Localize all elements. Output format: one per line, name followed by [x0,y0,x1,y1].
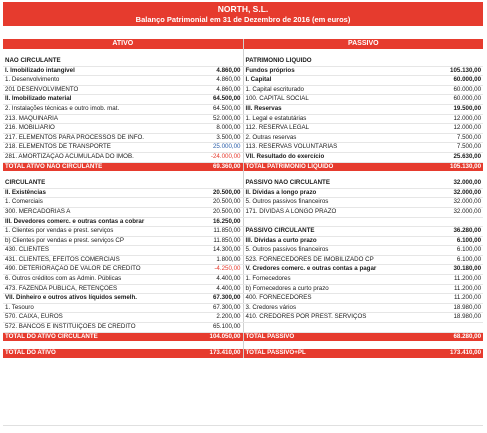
table-row [3,104,483,114]
liability-value: 12.000,00 [430,124,483,134]
total-row [3,332,483,341]
asset-value: 2.200,00 [190,313,243,323]
table-row [3,207,483,217]
liability-value [430,49,483,57]
asset-value: 64.500,00 [190,104,243,114]
liability-value: 36.280,00 [430,227,483,237]
table-row [3,133,483,143]
liability-value: 60.000,00 [430,95,483,105]
liability-value: 6.100,00 [430,255,483,265]
table-row [3,198,483,208]
liability-label [243,341,430,349]
liability-label: 5. Outros passivos financeiros [243,198,430,208]
table-row [3,152,483,162]
liability-label: b) Fornecedores a curto prazo [243,284,430,294]
asset-value: 67.300,00 [190,294,243,304]
table-row [3,313,483,323]
report-subtitle: Balanço Patrimonial em 31 de Dezembro de 2016 (em euros) [135,15,351,24]
asset-label: TOTAL DO ATIVO [3,349,190,358]
asset-label: III. Devedores comerc. e outras contas a cobrar [3,217,190,227]
table-row [3,124,483,134]
liability-label: 171. DÍVIDAS A LONGO PRAZO [243,207,430,217]
liability-value [430,57,483,66]
asset-value: 104.050,00 [190,332,243,341]
table-row [3,76,483,86]
asset-label [3,171,190,179]
liability-value: 173.410,00 [430,349,483,358]
asset-label: II. Existências [3,188,190,198]
liability-value: 60.000,00 [430,76,483,86]
company-name: NORTH, S.L. [217,4,269,14]
liability-label: 1. Fornecedores [243,275,430,285]
asset-label: 6. Outros créditos com as Admin. Públicas [3,275,190,285]
table-row [3,236,483,246]
asset-label: 1. Tesouro [3,303,190,313]
liability-label: II. Dívidas a longo prazo [243,188,430,198]
asset-label: 218. ELEMENTOS DE TRANSPORTE [3,143,190,153]
asset-label: 490. DETERIORAÇÃO DE VALOR DE CRÉDITO [3,265,190,275]
asset-value: 3.500,00 [190,133,243,143]
liability-label: 400. FORNECEDORES [243,294,430,304]
asset-value: -24.000,00 [190,152,243,162]
asset-value [190,341,243,349]
liability-label [243,49,430,57]
asset-label: 216. MOBILIÁRIO [3,124,190,134]
asset-label: TOTAL DO ATIVO CIRCULANTE [3,332,190,341]
liability-value: 105.130,00 [430,66,483,76]
liability-value: 32.000,00 [430,179,483,188]
asset-value: -4.250,00 [190,265,243,275]
liability-value: 7.500,00 [430,133,483,143]
asset-value: 4.400,00 [190,284,243,294]
asset-value: 20.500,00 [190,198,243,208]
asset-label: b) Clientes por vendas e prest. serviços CP [3,236,190,246]
asset-label: 1. Comerciais [3,198,190,208]
table-row [3,303,483,313]
asset-value: 52.000,00 [190,114,243,124]
asset-label: 1. Desenvolvimento [3,76,190,86]
asset-value: 16.250,00 [190,217,243,227]
asset-label: TOTAL ATIVO NÃO CIRCULANTE [3,162,190,171]
assets-header: ATIVO [3,39,243,49]
liability-label [243,217,430,227]
liability-value: 12.000,00 [430,114,483,124]
liability-value: 18.980,00 [430,313,483,323]
asset-value: 1.800,00 [190,255,243,265]
asset-value: 20.500,00 [190,188,243,198]
liability-value: 18.980,00 [430,303,483,313]
liabilities-header: PASSIVO [243,39,483,49]
table-row [3,341,483,349]
table-row [3,246,483,256]
table-row [3,255,483,265]
liability-label: PATRIMÓNIO LÍQUIDO [243,57,430,66]
liability-value: 60.000,00 [430,85,483,95]
liability-value: 32.000,00 [430,198,483,208]
liability-label: 5. Outros passivos financeiros [243,246,430,256]
liability-label: 113. RESERVAS VOLUNTÁRIAS [243,143,430,153]
asset-label: 2. Instalações técnicas e outro imob. mat. [3,104,190,114]
asset-value: 4.860,00 [190,66,243,76]
asset-value [190,171,243,179]
liability-value [430,341,483,349]
asset-value [190,179,243,188]
liability-label: 112. RESERVA LEGAL [243,124,430,134]
table-row [3,171,483,179]
liability-label: TOTAL PATRIMÓNIO LÍQUIDO [243,162,430,171]
asset-value: 65.100,00 [190,323,243,333]
asset-label: 570. CAIXA, EUROS [3,313,190,323]
total-row [3,162,483,171]
table-row [3,217,483,227]
liability-label: PASSIVO NÃO CIRCULANTE [243,179,430,188]
liability-value: 25.630,00 [430,152,483,162]
liability-label: 100. CAPITAL SOCIAL [243,95,430,105]
asset-label: II. Imobilizado material [3,95,190,105]
asset-value [190,49,243,57]
title-banner [3,2,483,26]
liability-value: 68.280,00 [430,332,483,341]
asset-value: 69.360,00 [190,162,243,171]
asset-value: 11.850,00 [190,236,243,246]
liability-label: V. Credores comerc. e outras contas a pagar [243,265,430,275]
table-row [3,85,483,95]
liability-value [430,323,483,333]
asset-value [190,57,243,66]
asset-label: I. Imobilizado intangível [3,66,190,76]
liability-label: TOTAL PASSIVO+PL [243,349,430,358]
asset-value: 4.400,00 [190,275,243,285]
asset-label: 201 DESENVOLVIMENTO [3,85,190,95]
liability-label: III. Reservas [243,104,430,114]
asset-value: 173.410,00 [190,349,243,358]
asset-label: CIRCULANTE [3,179,190,188]
liability-label: 1. Legal e estatutárias [243,114,430,124]
liability-value: 32.000,00 [430,188,483,198]
table-row [3,66,483,76]
liability-value: 11.200,00 [430,275,483,285]
liability-label: III. Dívidas a curto prazo [243,236,430,246]
liability-label: PASSIVO CIRCULANTE [243,227,430,237]
liability-label: Fundos próprios [243,66,430,76]
liability-value: 32.000,00 [430,207,483,217]
asset-label: 430. CLIENTES [3,246,190,256]
liability-value: 30.180,00 [430,265,483,275]
asset-value: 14.300,00 [190,246,243,256]
table-row [3,188,483,198]
asset-label: 473. FAZENDA PÚBLICA, RETENÇÕES [3,284,190,294]
table-row [3,265,483,275]
asset-value: 25.000,00 [190,143,243,153]
bottom-divider [3,425,483,426]
table-row [3,114,483,124]
liability-value: 19.500,00 [430,104,483,114]
liability-value: 11.200,00 [430,294,483,304]
table-row [3,323,483,333]
table-row [3,49,483,57]
asset-value: 4.860,00 [190,85,243,95]
asset-label: 217. ELEMENTOS PARA PROCESSOS DE INFO. [3,133,190,143]
asset-label: 572. BANCOS E INSTITUIÇÕES DE CRÉDITO [3,323,190,333]
liability-label [243,323,430,333]
liability-value [430,171,483,179]
liability-label: I. Capital [243,76,430,86]
table-row [3,179,483,188]
asset-label: 431. CLIENTES, EFEITOS COMERCIAIS [3,255,190,265]
asset-label: VII. Dinheiro e outros ativos líquidos semelh. [3,294,190,304]
asset-value: 67.300,00 [190,303,243,313]
table-row [3,227,483,237]
liability-value: 6.100,00 [430,246,483,256]
table-row [3,275,483,285]
table-row [3,95,483,105]
liability-label: TOTAL PASSIVO [243,332,430,341]
liability-value: 6.100,00 [430,236,483,246]
table-row [3,284,483,294]
asset-label [3,49,190,57]
asset-label: 1. Clientes por vendas e prest. serviços [3,227,190,237]
asset-value: 64.500,00 [190,95,243,105]
table-row [3,143,483,153]
liability-value: 105.130,00 [430,162,483,171]
liability-value: 11.200,00 [430,284,483,294]
asset-value: 20.500,00 [190,207,243,217]
column-header-row [3,39,483,49]
asset-label: 213. MAQUINARIA [3,114,190,124]
asset-value: 4.860,00 [190,76,243,86]
asset-label [3,341,190,349]
liability-label: 2. Outras reservas [243,133,430,143]
table-row [3,57,483,66]
liability-label: 1. Capital escriturado [243,85,430,95]
liability-label: 3. Credores vários [243,303,430,313]
total-row [3,349,483,358]
asset-label: 281. AMORTIZAÇÃO ACUMULADA DO IMOB. [3,152,190,162]
table-row [3,294,483,304]
asset-value: 8.000,00 [190,124,243,134]
liability-label: VII. Resultado do exercício [243,152,430,162]
asset-label: 300. MERCADORIAS A [3,207,190,217]
balance-sheet-table [3,39,483,358]
liability-value [430,217,483,227]
liability-label [243,171,430,179]
liability-value: 7.500,00 [430,143,483,153]
liability-label: 410. CREDORES POR PREST. SERVIÇOS [243,313,430,323]
liability-label: 523. FORNECEDORES DE IMOBILIZADO CP [243,255,430,265]
asset-value: 11.850,00 [190,227,243,237]
asset-label: NÃO CIRCULANTE [3,57,190,66]
